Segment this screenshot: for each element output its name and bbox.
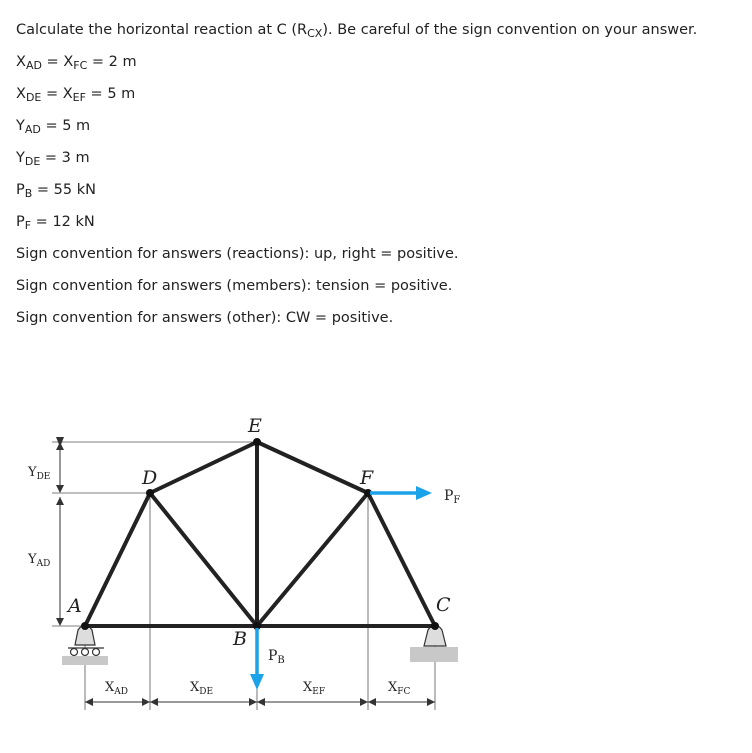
dim-label-xad: $X_{AD}$ <box>105 680 128 697</box>
member-ad <box>85 493 150 626</box>
given-xde-xef: $X_{DE} = X_{EF} = 5$ m <box>16 86 136 104</box>
truss-members <box>85 442 435 626</box>
ground-left <box>62 656 108 665</box>
question-text: Calculate the horizontal reaction at C $(R_{CX})$. Be careful of the sign convention on your answer. <box>16 22 698 40</box>
node-label-e: E <box>248 415 262 437</box>
dim-label-yde: $Y_{DE}$ <box>28 465 51 482</box>
given-xad-xfc: $X_{AD} = X_{FC} = 2$ m <box>16 54 137 72</box>
convention-other: Sign convention for answers (other): CW = positive. <box>16 310 394 326</box>
joint-a <box>81 622 89 630</box>
node-label-f: F <box>360 467 374 489</box>
arrowhead <box>360 698 368 706</box>
joints <box>81 438 439 630</box>
dim-label-yad: $Y_{AD}$ <box>28 552 51 569</box>
given-pf: $P_F = 12$ kN <box>16 214 95 232</box>
arrowhead <box>56 618 64 626</box>
arrowhead <box>427 698 435 706</box>
dim-label-xef: $X_{EF}$ <box>303 680 326 697</box>
node-label-c: C <box>436 594 451 616</box>
load-label-pb: $P_B$ <box>268 648 285 666</box>
arrowhead <box>56 442 64 450</box>
arrowhead <box>257 698 265 706</box>
dim-label-xde: $X_{DE}$ <box>190 680 214 697</box>
arrowhead <box>150 698 158 706</box>
roller <box>82 649 89 656</box>
node-label-d: D <box>142 467 158 489</box>
roller <box>71 649 78 656</box>
load-pf-arrow <box>370 486 432 500</box>
given-pb: $P_B = 55$ kN <box>16 182 96 200</box>
arrowhead <box>56 497 64 505</box>
member-db <box>150 493 257 626</box>
member-fb <box>257 493 368 626</box>
load-pb-arrow <box>250 628 264 690</box>
given-yad: $Y_{AD} = 5$ m <box>16 118 91 136</box>
joint-e <box>253 438 261 446</box>
member-de <box>150 442 257 493</box>
load-pf-head <box>416 486 432 500</box>
convention-reactions: Sign convention for answers (reactions): up, right = positive. <box>16 246 459 262</box>
node-label-a: A <box>68 595 82 617</box>
arrowhead <box>56 485 64 493</box>
node-label-b: B <box>233 628 247 650</box>
roller <box>93 649 100 656</box>
ground-right <box>410 647 458 662</box>
arrowhead <box>249 698 257 706</box>
arrowhead <box>85 698 93 706</box>
convention-members: Sign convention for answers (members): tension = positive. <box>16 278 453 294</box>
dim-label-xfc: $X_{FC}$ <box>388 680 411 697</box>
load-label-pf: $P_F$ <box>444 488 461 506</box>
arrowhead <box>368 698 376 706</box>
member-fc <box>368 493 435 626</box>
given-yde: $Y_{DE} = 3$ m <box>16 150 90 168</box>
joint-d <box>146 489 154 497</box>
load-pb-head <box>250 674 264 690</box>
member-ef <box>257 442 368 493</box>
joint-c <box>431 622 439 630</box>
arrowhead <box>142 698 150 706</box>
